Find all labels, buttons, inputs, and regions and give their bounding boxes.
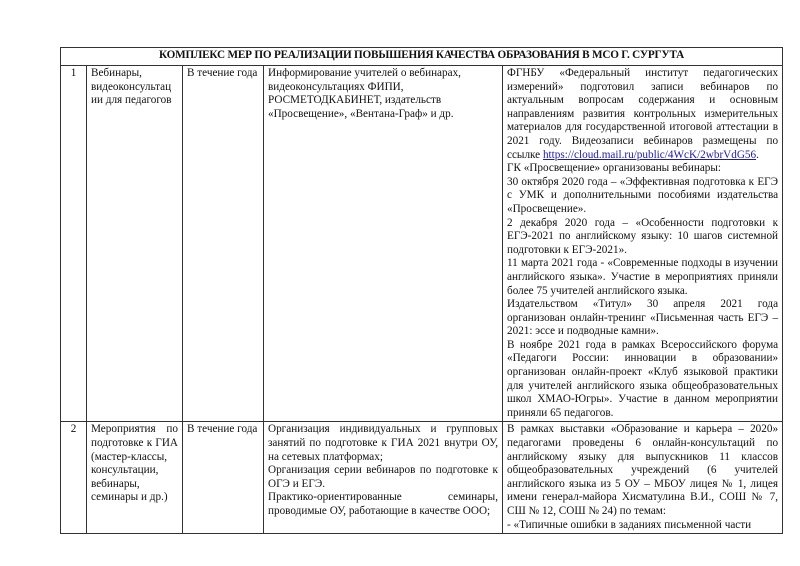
title-row (61, 48, 783, 66)
result-cell (503, 66, 783, 422)
row-number: 1 (61, 66, 87, 422)
result-paragraph: В ноябре 2021 года в рамках Всероссийского форума «Педагоги России: инновации в образовании» организован онлайн-проект «Клуб языковой практики для учителей английского языка общеобразовательных школ ХМАО-Югры». Участие в данном мероприятии приняли 65 педагогов. (507, 338, 779, 419)
table-row (61, 422, 783, 534)
result-paragraph: 30 октября 2020 года – «Эффективная подготовка к ЕГЭ с УМК и дополнительными пособиями издательства «Просвещение». (507, 175, 779, 215)
row-number: 2 (61, 422, 87, 534)
result-paragraph: В рамках выставки «Образование и карьера – 2020» педагогами проведены 6 онлайн-консультаций по английскому языку для выпускников 11 классов общеобразовательных учреждений (6 учителей английского языка из 5 ОУ – МБОУ лицея № 1, лицея имени генерал-майора Хисматулина В.И., СОШ № 7, СШ № 12, СОШ № 24) по темам: (507, 423, 779, 517)
content-cell: Информирование учителей о вебинарах, видеоконсультациях ФИПИ, РОСМЕТОДКАБИНЕТ, издательств «Просвещение», «Вентана-Граф» и др. (264, 66, 503, 422)
result-paragraph: 2 декабря 2020 года – «Особенности подготовки к ЕГЭ-2021 по английскому языку: 10 шагов системной подготовки к ЕГЭ-2021». (507, 216, 779, 256)
content-paragraph: Организация серии вебинаров по подготовке к ОГЭ и ЕГЭ. (268, 464, 498, 490)
content-cell (264, 422, 503, 534)
result-paragraph: ФГНБУ «Федеральный институт педагогических измерений» подготовил записи вебинаров по актуальным вопросам содержания и основным направлениям развития контрольных измерительных материалов для государственной итоговой аттестации в 2021 году. Видеозаписи вебинаров размещены по ссылке https://cloud.mail.ru/public/4WcK/2wbrVdG56. (507, 67, 779, 161)
period-cell: В течение года (183, 66, 264, 422)
result-paragraph: - «Типичные ошибки в заданиях письменной части (507, 518, 752, 531)
result-cell (503, 422, 783, 534)
event-cell: Мероприятия по подготовке к ГИА (мастер-классы, консультации, вебинары, семинары и др.) (87, 422, 183, 534)
content-paragraph: Организация индивидуальных и групповых занятий по подготовке к ГИА 2021 внутри ОУ, на сетевых платформах; (268, 423, 498, 463)
result-paragraph: ГК «Просвещение» организованы вебинары: (507, 162, 722, 175)
event-cell: Вебинары, видеоконсультац ии для педагогов (87, 66, 183, 422)
content-paragraph: Практико-ориентированные семинары, проводимые ОУ, работающие в качестве ООО; (268, 491, 498, 517)
result-paragraph: 11 марта 2021 года - «Современные подходы в изучении английского языка». Участие в мероприятиях приняли более 75 учителей английского языка. (507, 257, 779, 297)
measures-table (60, 47, 783, 534)
period-cell: В течение года (183, 422, 264, 534)
result-paragraph: Издательством «Титул» 30 апреля 2021 года организован онлайн-тренинг «Письменная часть ЕГЭ – 2021: эссе и подводные камни». (507, 298, 779, 338)
document-title: КОМПЛЕКС МЕР ПО РЕАЛИЗАЦИИ ПОВЫШЕНИЯ КАЧЕСТВА ОБРАЗОВАНИЯ В МСО Г. СУРГУТА (61, 48, 783, 66)
cloud-link[interactable]: https://cloud.mail.ru/public/4WcK/2wbrVdG56 (542, 148, 757, 161)
table-row (61, 66, 783, 422)
